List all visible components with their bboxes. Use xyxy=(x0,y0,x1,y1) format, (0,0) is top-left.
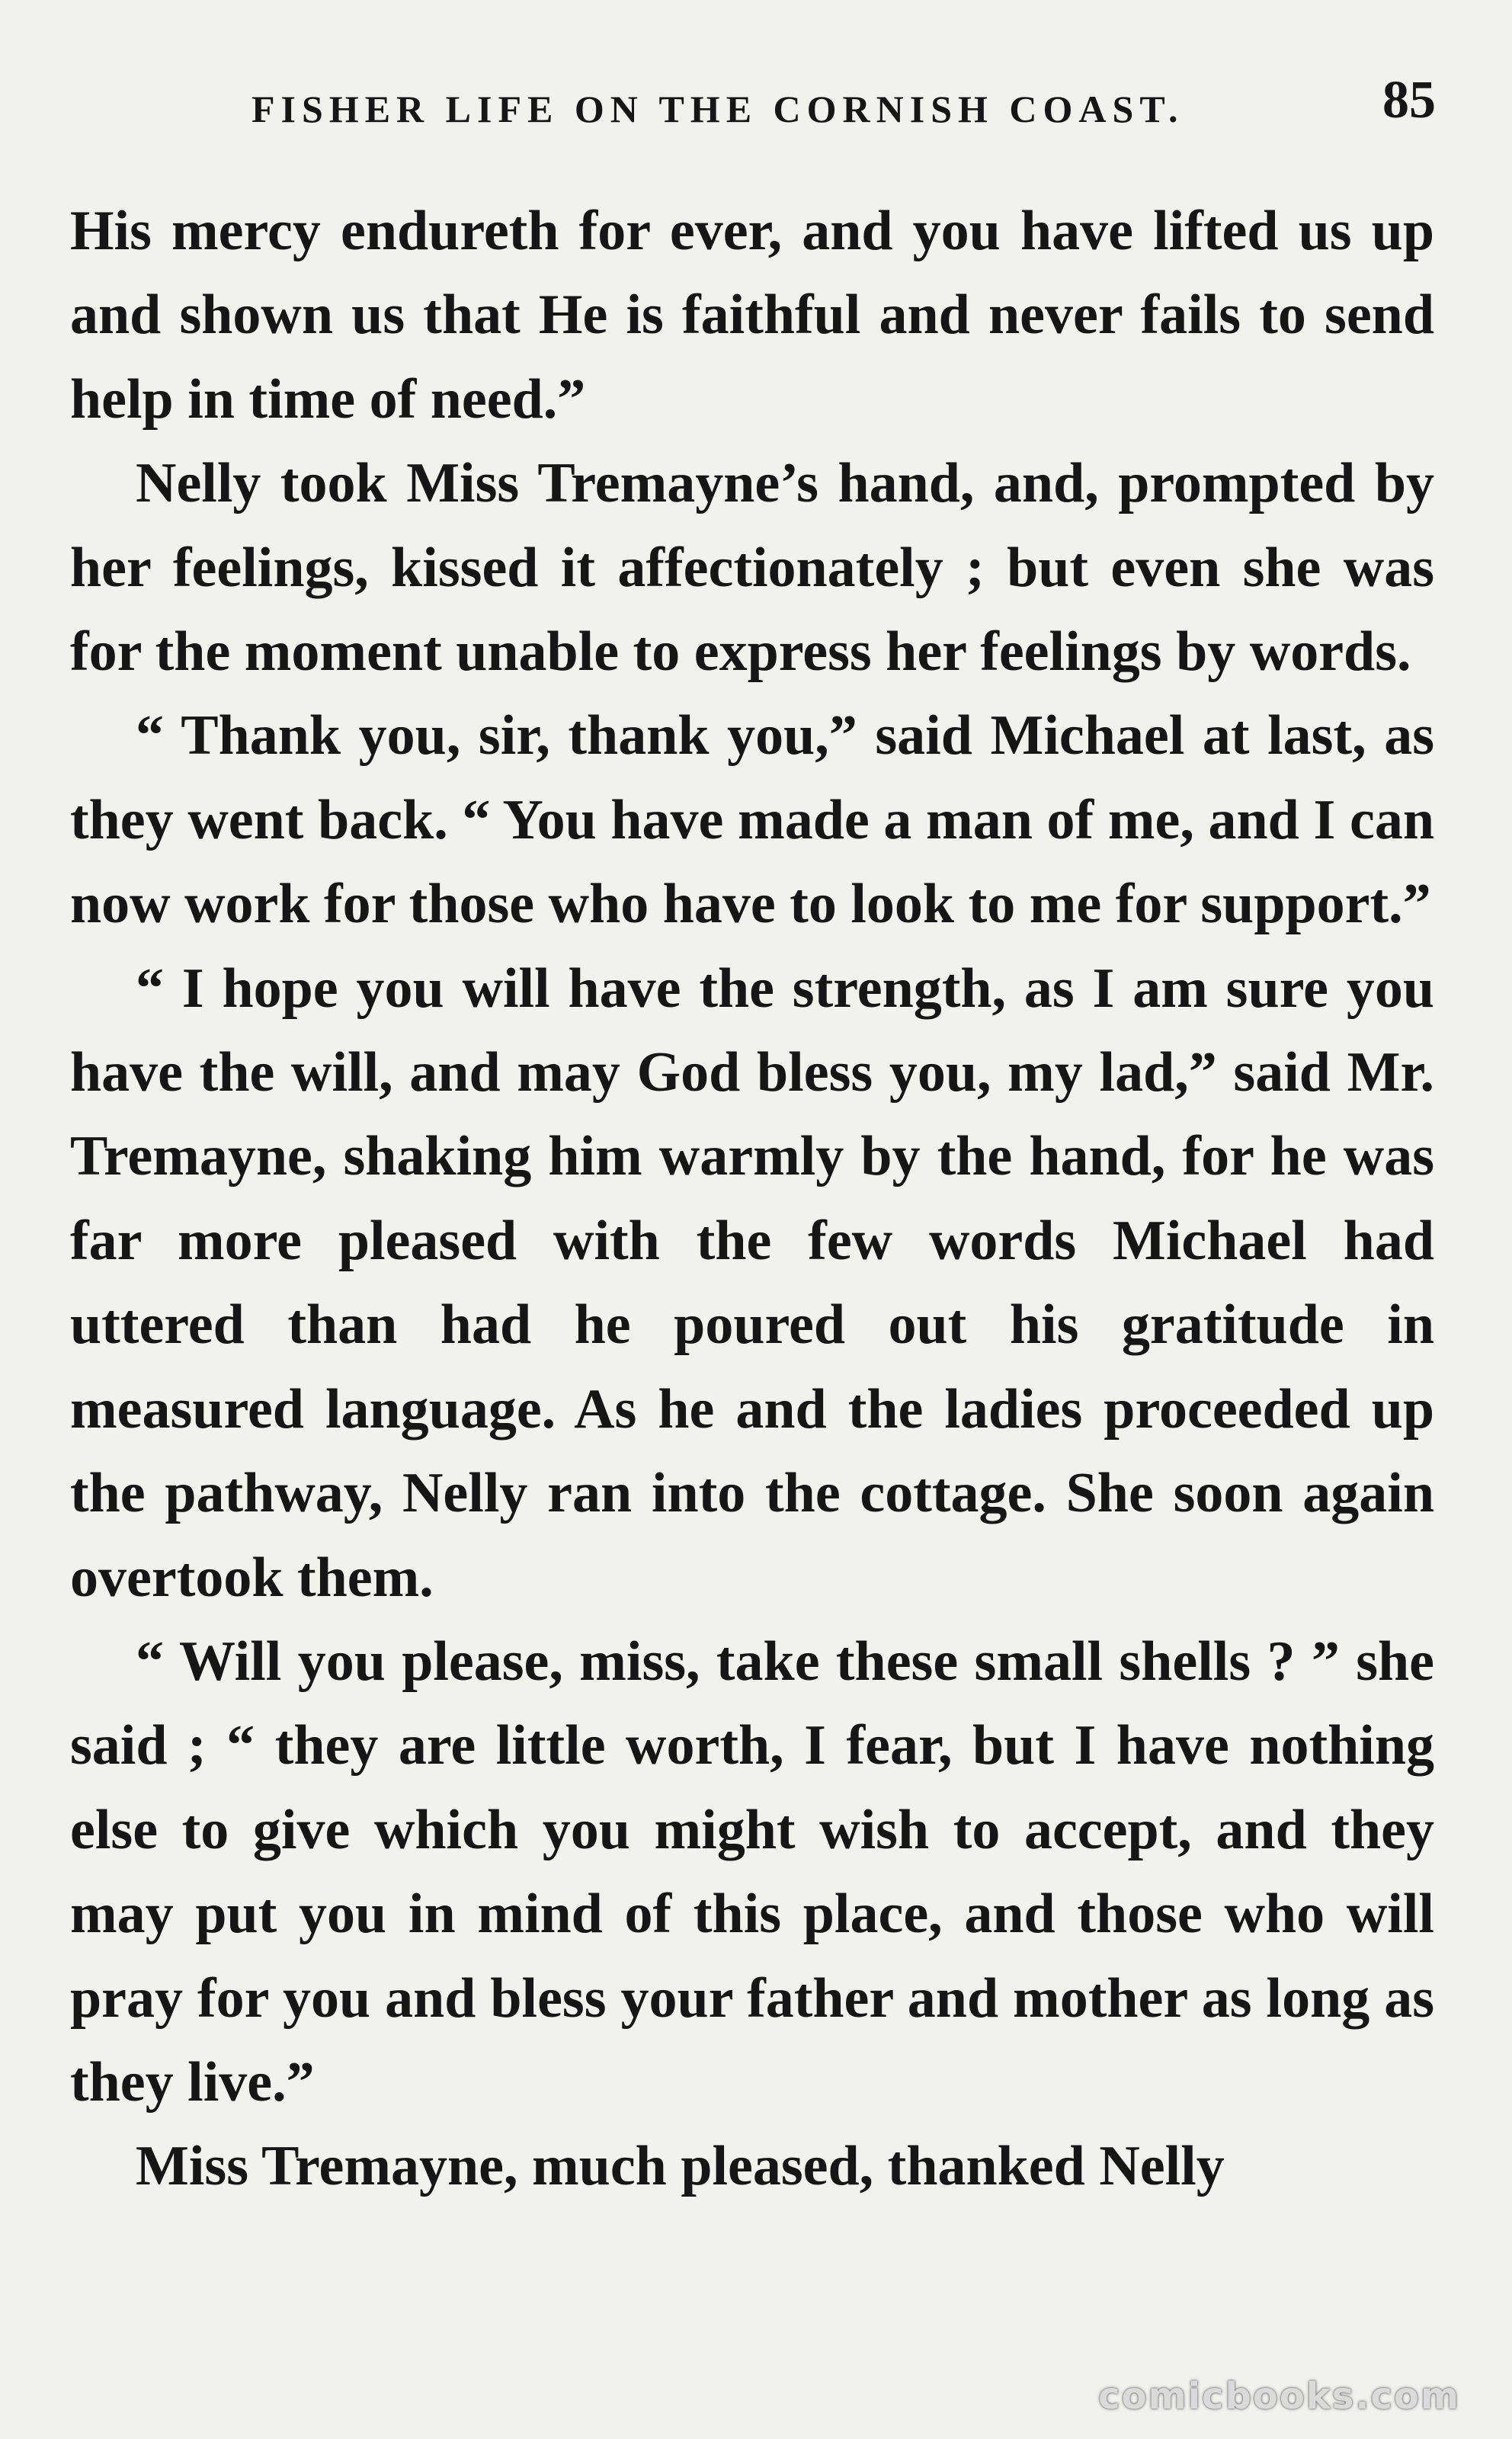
paragraph-6: Miss Tremayne, much pleased, thanked Nelly xyxy=(136,2135,1225,2198)
watermark: comicbooks.com xyxy=(1098,2375,1460,2418)
running-title: FISHER LIFE ON THE CORNISH COAST. xyxy=(251,88,1184,130)
paragraph-5: “ Will you please, miss, take these small shells ? ” she said ; “ they are little worth, I fear, but I have nothing else to give which you might wish to accept, and they may put you in mind of this place, and those who will pray for you and bless your father and mother as long as they live.” xyxy=(70,1630,1434,2114)
page-number: 85 xyxy=(1382,71,1436,130)
paragraph-1: His mercy endureth for ever, and you have lifted us up and shown us that He is faithful and never fails to send help in time of need.” xyxy=(70,200,1434,431)
running-head xyxy=(251,70,1436,139)
paragraph-3: “ Thank you, sir, thank you,” said Michael at last, as they went back. “ You have made a man of me, and I can now work for those who have to look to me for support.” xyxy=(70,704,1434,936)
paragraph-4: “ I hope you will have the strength, as I am sure you have the will, and may God bless you, my lad,” said Mr. Tremayne, shaking him warmly by the hand, for he was far more pleased with the few words Michael had uttered than had he poured out his gratitude in measured language. As he and the ladies proceeded up the pathway, Nelly ran into the cottage. She soon again overtook them. xyxy=(70,957,1434,1609)
paragraph-2: Nelly took Miss Tremayne’s hand, and, prompted by her feelings, kissed it affectionately ; but even she was for the moment unable to express her feelings by words. xyxy=(70,452,1434,684)
body-text xyxy=(70,189,1434,2209)
